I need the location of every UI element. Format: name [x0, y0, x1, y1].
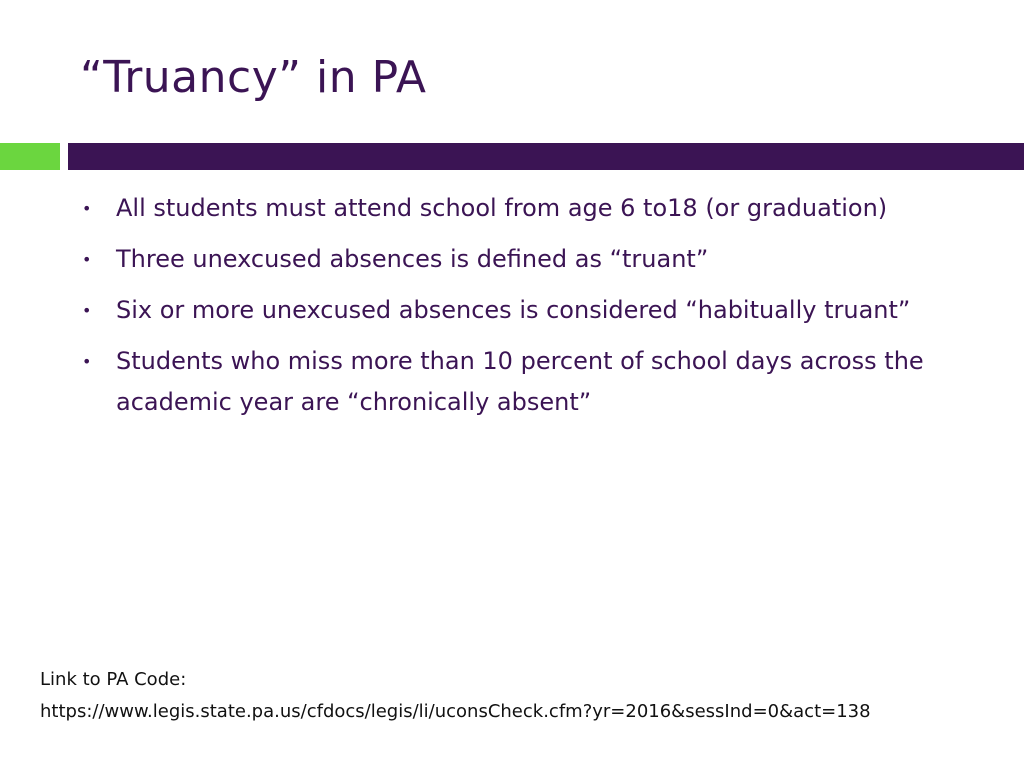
bullet-item — [72, 290, 972, 331]
pa-code-link[interactable]: https://www.legis.state.pa.us/cfdocs/legis/li/uconsCheck.cfm?yr=2016&sessInd=0&act=138 — [40, 701, 871, 722]
bullet-list — [72, 188, 972, 433]
bullet-item — [72, 239, 972, 280]
accent-bar-green — [0, 143, 60, 170]
bullet-icon: • — [82, 352, 92, 371]
bullet-icon: • — [82, 199, 92, 218]
bullet-text: Six or more unexcused absences is considered “habitually truant” — [116, 296, 911, 324]
accent-bar-purple — [68, 143, 1024, 170]
bullet-item — [72, 188, 972, 229]
bullet-item — [72, 341, 972, 423]
bullet-icon: • — [82, 250, 92, 269]
bullet-text: All students must attend school from age 6 to18 (or graduation) — [116, 194, 888, 222]
footer-reference — [40, 664, 871, 728]
bullet-icon: • — [82, 301, 92, 320]
bullet-text: Students who miss more than 10 percent of school days across the academic year are “chronically absent” — [116, 347, 924, 416]
slide-title: “Truancy” in PA — [80, 52, 427, 103]
footer-label: Link to PA Code: — [40, 669, 187, 690]
bullet-text: Three unexcused absences is defined as “truant” — [116, 245, 709, 273]
